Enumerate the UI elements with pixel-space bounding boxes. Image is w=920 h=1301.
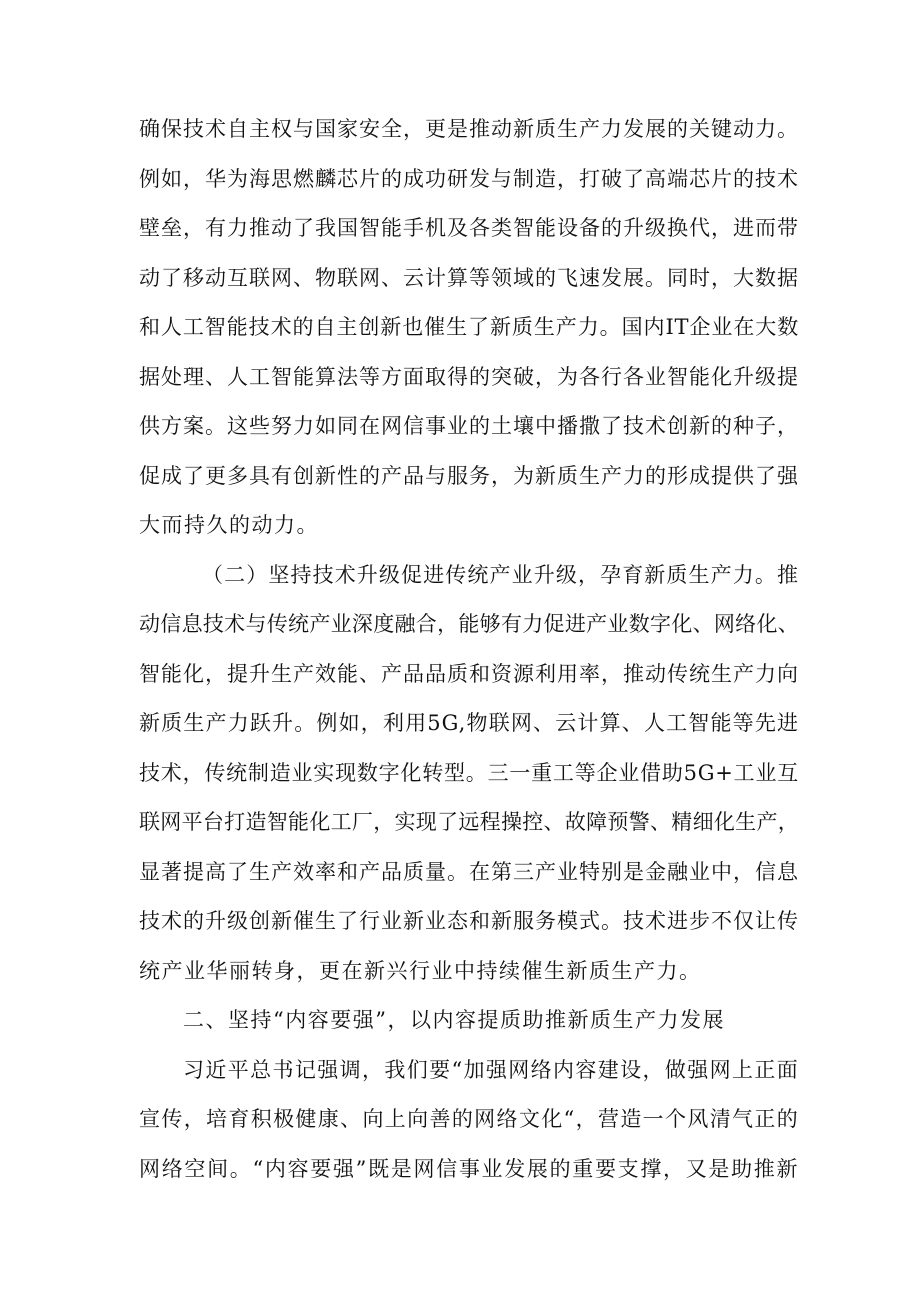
paragraph-line: 例如，华为海思燃麟芯片的成功研发与制造，打破了高端芯片的技术 [139,167,799,191]
paragraph-line: 和人工智能技术的自主创新也催生了新质生产力。国内IT企业在大数 [139,315,799,339]
paragraph-line: 统产业华丽转身，更在新兴行业中持续催生新质生产力。 [139,959,702,983]
section-heading: 二、坚持“内容要强”，以内容提质助推新质生产力发展 [183,1008,725,1032]
paragraph-line: 动了移动互联网、物联网、云计算等领域的飞速发展。同时，大数据 [139,266,799,290]
paragraph-line: 宣传，培育积极健康、向上向善的网络文化“，营造一个风清气正的 [139,1107,799,1131]
paragraph-line: 新质生产力跃升。例如，利用5G,物联网、云计算、人工智能等先进 [139,711,799,735]
paragraph-line: 确保技术自主权与国家安全，更是推动新质生产力发展的关键动力。 [139,117,799,141]
paragraph-line: 促成了更多具有创新性的产品与服务，为新质生产力的形成提供了强 [139,464,799,488]
paragraph-line: 大而持久的动力。 [139,513,319,537]
paragraph-line: 技术的升级创新催生了行业新业态和新服务模式。技术进步不仅让传 [139,909,799,933]
section-heading-inline: （二）坚持技术升级促进传统产业升级，孕育新质生产力。推 [202,563,799,587]
paragraph-line: 智能化，提升生产效能、产品品质和资源利用率，推动传统生产力向 [139,662,799,686]
paragraph-line: 技术，传统制造业实现数字化转型。三一重工等企业借助5G+工业互 [139,761,799,785]
paragraph-line: 习近平总书记强调，我们要“加强网络内容建设，做强网上正面 [183,1058,799,1082]
paragraph-line: 动信息技术与传统产业深度融合，能够有力促进产业数字化、网络化、 [139,612,799,636]
paragraph-line: 壁垒，有力推动了我国智能手机及各类智能设备的升级换代，进而带 [139,216,799,240]
paragraph-line: 显著提高了生产效率和产品质量。在第三产业特别是金融业中，信息 [139,860,799,884]
paragraph-line: 供方案。这些努力如同在网信事业的土壤中播撒了技术创新的种子， [139,414,799,438]
paragraph-line: 联网平台打造智能化工厂，实现了远程操控、故障预警、精细化生产， [139,810,799,834]
paragraph-line: 网络空间。“内容要强”既是网信事业发展的重要支撑，又是助推新 [139,1157,799,1181]
paragraph-line: 据处理、人工智能算法等方面取得的突破，为各行各业智能化升级提 [139,365,799,389]
